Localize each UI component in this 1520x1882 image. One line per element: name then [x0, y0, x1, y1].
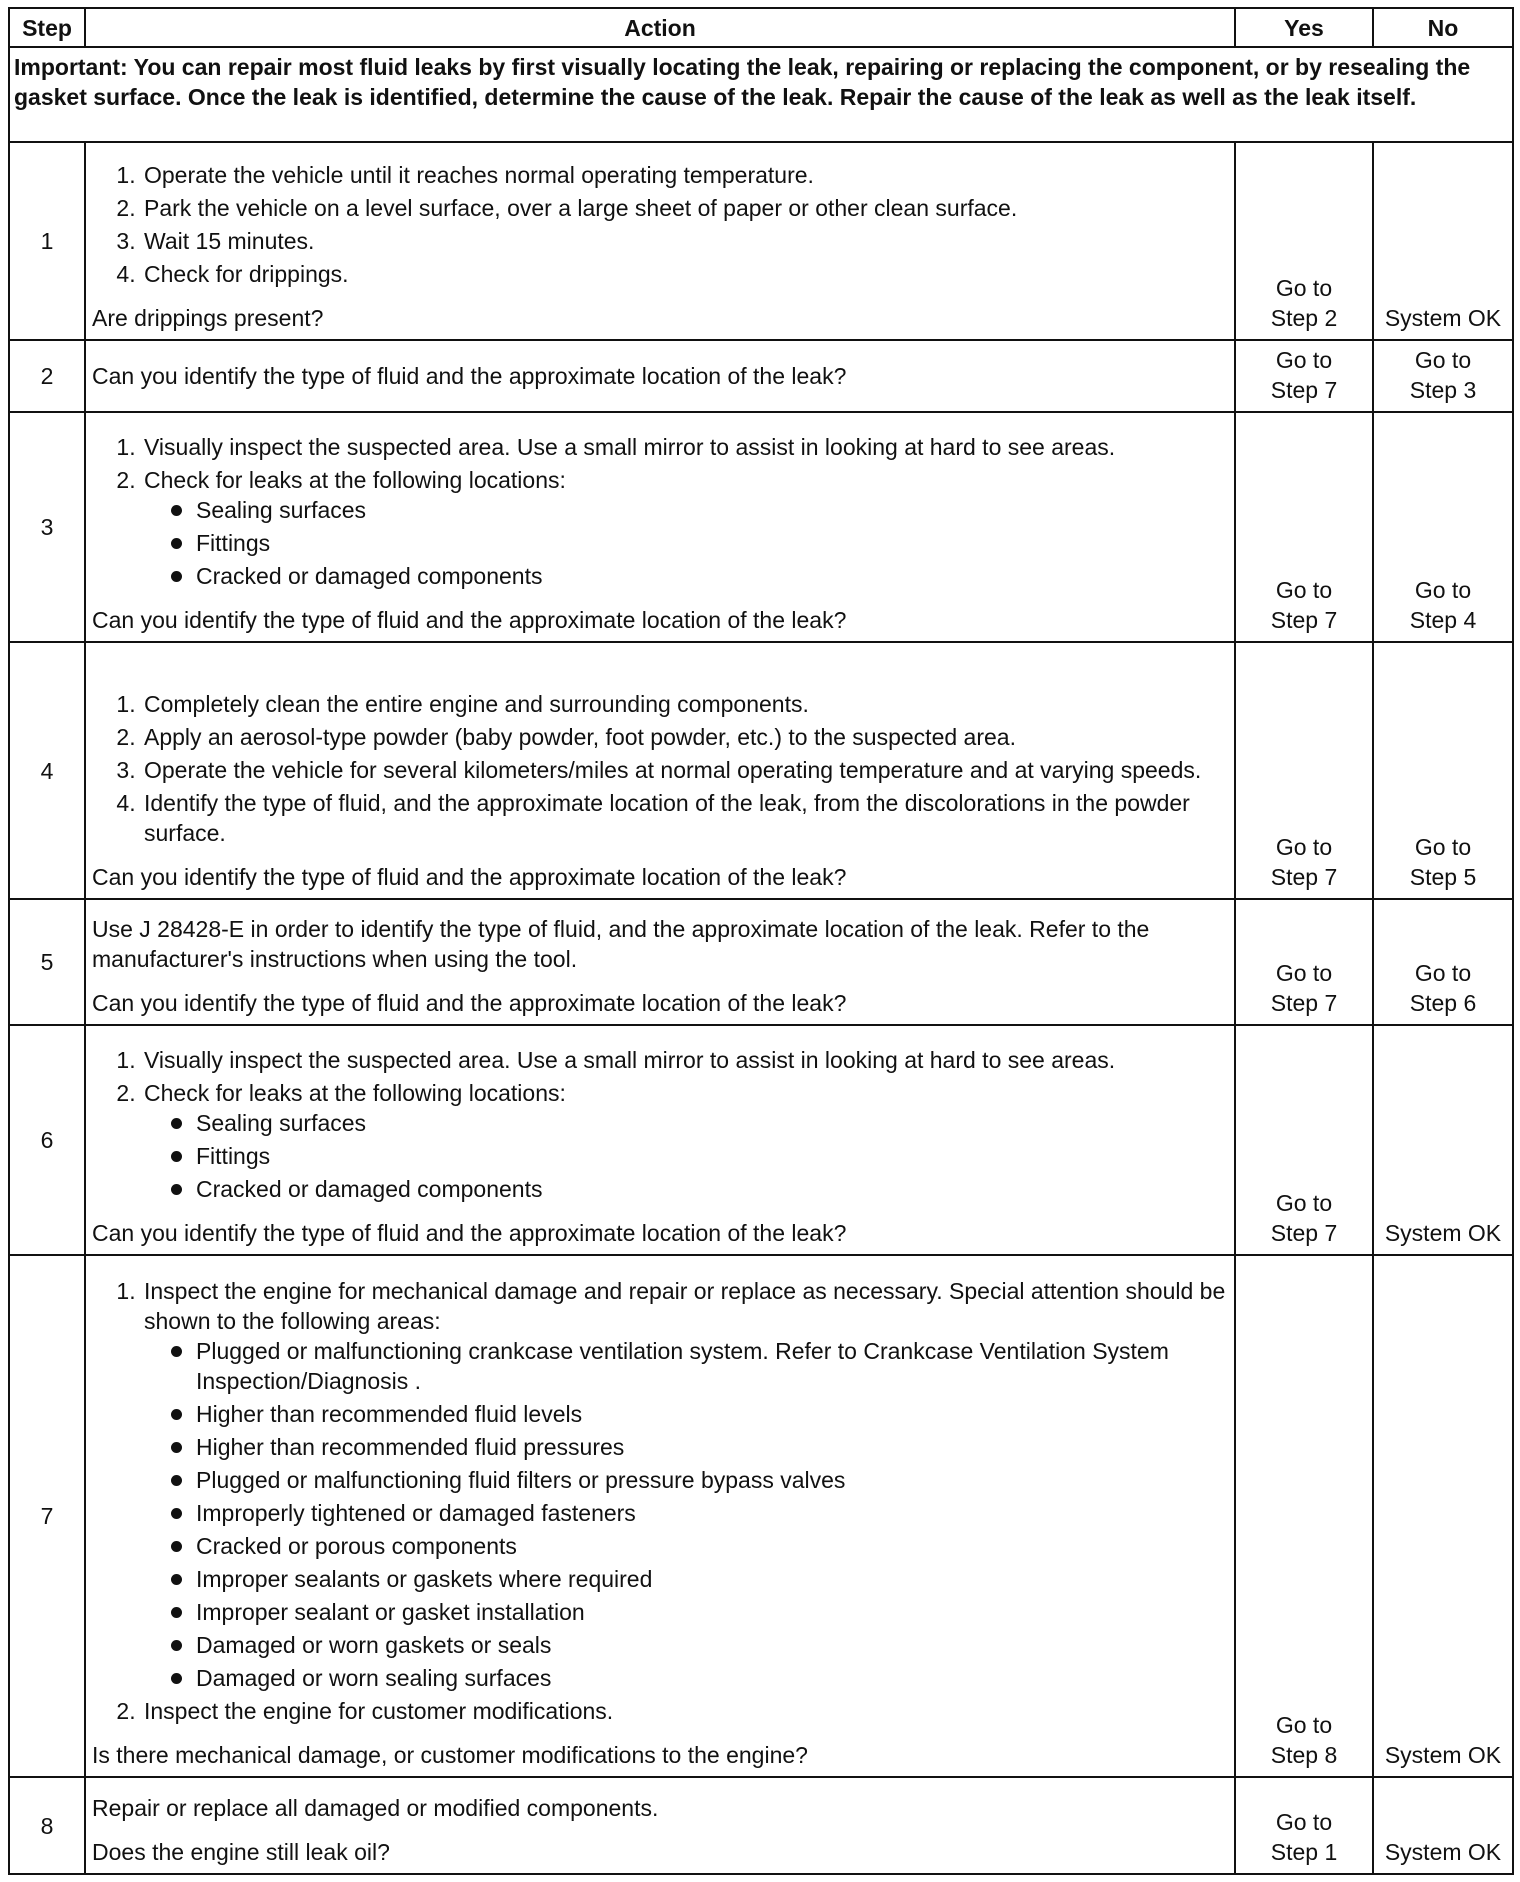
yes-result	[1235, 142, 1373, 340]
yes-result-line: Step 8	[1270, 1742, 1338, 1768]
action-item: 1. Operate the vehicle until it reaches normal operating temperature.	[142, 160, 1228, 190]
action-item-text: Check for leaks at the following locations:	[144, 1080, 566, 1106]
step-action	[85, 340, 1235, 412]
yes-result	[1235, 1025, 1373, 1255]
action-item: 4. Identify the type of fluid, and the approximate location of the leak, from the discolorations in the powder surface.	[142, 788, 1228, 848]
bullet-item: Sealing surfaces	[182, 495, 1228, 525]
yes-result	[1235, 340, 1373, 412]
no-result	[1373, 899, 1513, 1025]
step-action	[85, 412, 1235, 642]
action-item-text: Inspect the engine for mechanical damage and repair or replace as necessary. Special attention should be shown to the following areas:	[144, 1278, 1226, 1334]
step-row-3	[9, 412, 1513, 642]
action-item	[142, 1078, 1228, 1204]
bullet-item: Higher than recommended fluid pressures	[182, 1432, 1228, 1462]
bullet-item: Plugged or malfunctioning fluid filters or pressure bypass valves	[182, 1465, 1228, 1495]
yes-result-line: Go to	[1275, 1190, 1333, 1216]
no-result	[1373, 142, 1513, 340]
step-action	[85, 899, 1235, 1025]
yes-result-line: Step 7	[1270, 377, 1338, 403]
step-action	[85, 642, 1235, 899]
bullet-item: Fittings	[182, 528, 1228, 558]
step-number: 3	[9, 412, 85, 642]
no-result-line: System OK	[1384, 1839, 1502, 1865]
step-row-1	[9, 142, 1513, 340]
bullet-item: Fittings	[182, 1141, 1228, 1171]
bullet-item: Sealing surfaces	[182, 1108, 1228, 1138]
yes-result-line: Go to	[1275, 577, 1333, 603]
action-list	[92, 160, 1228, 289]
bullet-item: Improperly tightened or damaged fasteners	[182, 1498, 1228, 1528]
bullet-item: Improper sealants or gaskets where required	[182, 1564, 1228, 1594]
no-result-line: Go to	[1414, 834, 1472, 860]
no-result-line: Step 4	[1409, 607, 1477, 633]
no-result	[1373, 412, 1513, 642]
step-action	[85, 1777, 1235, 1874]
header-step: Step	[9, 8, 85, 47]
action-item: 3. Operate the vehicle for several kilometers/miles at normal operating temperature and at varying speeds.	[142, 755, 1228, 785]
step-action	[85, 1255, 1235, 1777]
no-result-line: Step 6	[1409, 990, 1477, 1016]
action-list	[92, 432, 1228, 591]
step-question: Can you identify the type of fluid and the approximate location of the leak?	[92, 1220, 847, 1246]
step-row-5	[9, 899, 1513, 1025]
step-action	[85, 1025, 1235, 1255]
bullet-item: Cracked or damaged components	[182, 561, 1228, 591]
important-note: Important: You can repair most fluid leaks by first visually locating the leak, repairing or replacing the component, or by resealing the gasket surface. Once the leak is identified, determine the cause of the leak. Repair the cause of the leak as well as the leak itself.	[9, 47, 1513, 142]
action-item: 1. Visually inspect the suspected area. Use a small mirror to assist in looking at hard to see areas.	[142, 432, 1228, 462]
header-no: No	[1373, 8, 1513, 47]
action-list	[92, 1045, 1228, 1204]
step-question: Is there mechanical damage, or customer modifications to the engine?	[92, 1742, 808, 1768]
step-row-7	[9, 1255, 1513, 1777]
yes-result-line: Go to	[1275, 960, 1333, 986]
action-item: 1. Visually inspect the suspected area. Use a small mirror to assist in looking at hard to see areas.	[142, 1045, 1228, 1075]
no-result	[1373, 1777, 1513, 1874]
action-item: 2. Apply an aerosol-type powder (baby powder, foot powder, etc.) to the suspected area.	[142, 722, 1228, 752]
bullet-item: Cracked or damaged components	[182, 1174, 1228, 1204]
no-result-line: Go to	[1414, 960, 1472, 986]
header-yes: Yes	[1235, 8, 1373, 47]
yes-result-line: Go to	[1275, 1712, 1333, 1738]
no-result	[1373, 340, 1513, 412]
step-number: 4	[9, 642, 85, 899]
yes-result-line: Go to	[1275, 347, 1333, 373]
yes-result	[1235, 899, 1373, 1025]
yes-result	[1235, 1777, 1373, 1874]
yes-result	[1235, 642, 1373, 899]
yes-result-line: Go to	[1275, 275, 1333, 301]
step-question: Can you identify the type of fluid and the approximate location of the leak?	[92, 363, 847, 389]
bullet-item: Cracked or porous components	[182, 1531, 1228, 1561]
action-item	[142, 1276, 1228, 1693]
bullet-item: Plugged or malfunctioning crankcase ventilation system. Refer to Crankcase Ventilation System Inspection/Diagnosis .	[182, 1336, 1228, 1396]
bullet-item: Higher than recommended fluid levels	[182, 1399, 1228, 1429]
no-result-line: Go to	[1414, 347, 1472, 373]
yes-result-line: Step 7	[1270, 1220, 1338, 1246]
bullet-item: Improper sealant or gasket installation	[182, 1597, 1228, 1627]
step-number: 6	[9, 1025, 85, 1255]
step-number: 8	[9, 1777, 85, 1874]
yes-result-line: Go to	[1275, 1809, 1333, 1835]
bullet-list	[144, 495, 1228, 591]
step-question: Can you identify the type of fluid and the approximate location of the leak?	[92, 607, 847, 633]
yes-result-line: Step 1	[1270, 1839, 1338, 1865]
no-result-line: System OK	[1384, 305, 1502, 331]
yes-result-line: Step 7	[1270, 990, 1338, 1016]
step-question: Can you identify the type of fluid and the approximate location of the leak?	[92, 990, 847, 1016]
action-item	[142, 465, 1228, 591]
action-item-text: Check for leaks at the following locations:	[144, 467, 566, 493]
diagnostic-table-page	[8, 7, 1512, 1875]
step-number: 2	[9, 340, 85, 412]
action-item: 2. Park the vehicle on a level surface, over a large sheet of paper or other clean surface.	[142, 193, 1228, 223]
no-result	[1373, 1025, 1513, 1255]
yes-result-line: Step 7	[1270, 607, 1338, 633]
yes-result	[1235, 412, 1373, 642]
no-result	[1373, 642, 1513, 899]
diagnostic-table	[8, 7, 1514, 1875]
yes-result-line: Step 2	[1270, 305, 1338, 331]
bullet-item: Damaged or worn sealing surfaces	[182, 1663, 1228, 1693]
step-row-6	[9, 1025, 1513, 1255]
important-row	[9, 47, 1513, 142]
yes-result-line: Step 7	[1270, 864, 1338, 890]
action-item: 4. Check for drippings.	[142, 259, 1228, 289]
bullet-list	[144, 1108, 1228, 1204]
step-action	[85, 142, 1235, 340]
action-list	[92, 689, 1228, 848]
header-row	[9, 8, 1513, 47]
no-result-line: System OK	[1384, 1742, 1502, 1768]
header-action: Action	[85, 8, 1235, 47]
step-instruction: Repair or replace all damaged or modified components.	[92, 1795, 659, 1821]
no-result-line: System OK	[1384, 1220, 1502, 1246]
step-instruction: Use J 28428-E in order to identify the type of fluid, and the approximate location of the leak. Refer to the manufacturer's instructions when using the tool.	[92, 916, 1150, 972]
step-number: 7	[9, 1255, 85, 1777]
bullet-item: Damaged or worn gaskets or seals	[182, 1630, 1228, 1660]
yes-result-line: Go to	[1275, 834, 1333, 860]
action-item: 1. Completely clean the entire engine and surrounding components.	[142, 689, 1228, 719]
step-number: 5	[9, 899, 85, 1025]
action-list	[92, 1276, 1228, 1726]
step-question: Does the engine still leak oil?	[92, 1839, 390, 1865]
step-question: Can you identify the type of fluid and the approximate location of the leak?	[92, 864, 847, 890]
step-number: 1	[9, 142, 85, 340]
step-row-4	[9, 642, 1513, 899]
action-item: 2. Inspect the engine for customer modifications.	[142, 1696, 1228, 1726]
action-item: 3. Wait 15 minutes.	[142, 226, 1228, 256]
no-result	[1373, 1255, 1513, 1777]
step-row-2	[9, 340, 1513, 412]
step-question: Are drippings present?	[92, 305, 324, 331]
step-row-8	[9, 1777, 1513, 1874]
yes-result	[1235, 1255, 1373, 1777]
bullet-list	[144, 1336, 1228, 1693]
no-result-line: Step 5	[1409, 864, 1477, 890]
no-result-line: Step 3	[1409, 377, 1477, 403]
no-result-line: Go to	[1414, 577, 1472, 603]
